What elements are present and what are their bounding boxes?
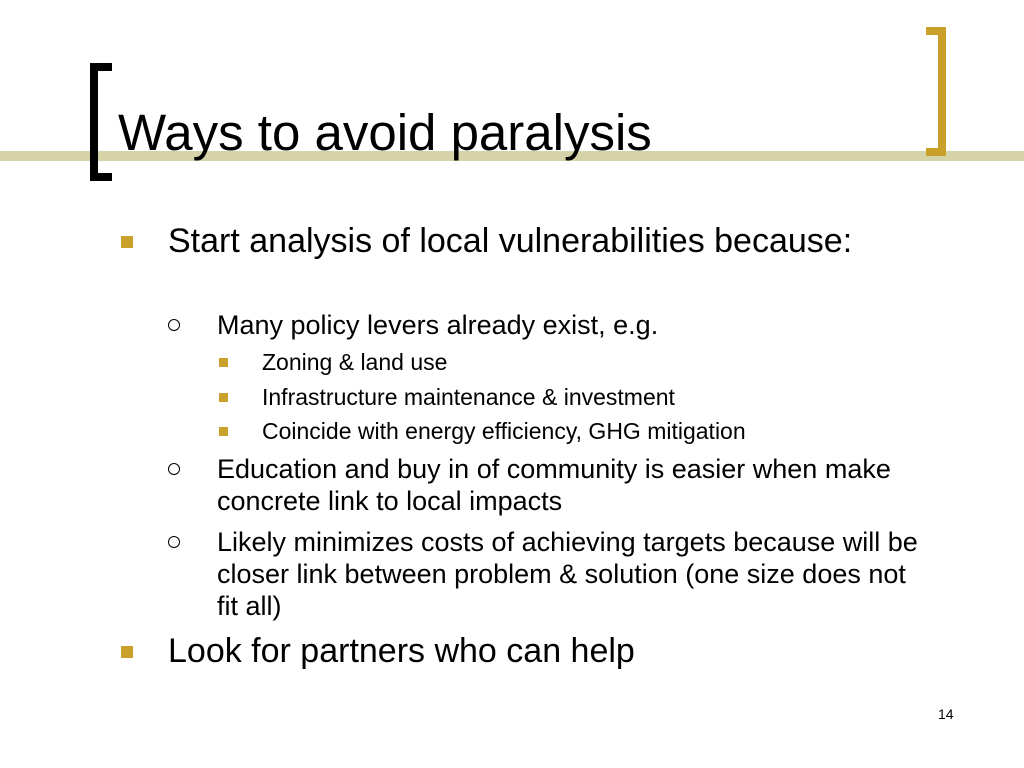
bullet-text: Start analysis of local vulnerabilities because:	[168, 222, 853, 260]
sub-bullet-item	[217, 309, 937, 341]
sub-sub-bullet-text: Coincide with energy efficiency, GHG mitigation	[262, 418, 746, 444]
square-bullet-icon	[219, 358, 228, 367]
sub-sub-bullet-item	[262, 345, 902, 379]
hollow-circle-bullet-icon	[168, 319, 180, 331]
sub-sub-bullet-text: Infrastructure maintenance & investment	[262, 384, 675, 410]
sub-sub-bullet-item	[262, 414, 902, 448]
sub-bullet-item	[217, 526, 922, 622]
square-bullet-icon	[121, 236, 133, 248]
square-bullet-icon	[219, 393, 228, 402]
bullet-item	[168, 222, 888, 260]
page-number: 14	[938, 706, 954, 722]
sub-bullet-text: Education and buy in of community is easier when make concrete link to local impacts	[217, 454, 891, 516]
hollow-circle-bullet-icon	[168, 536, 180, 548]
square-bullet-icon	[219, 427, 228, 436]
sub-bullet-text: Likely minimizes costs of achieving targets because will be closer link between problem & solution (one size does not fit all)	[217, 527, 918, 621]
sub-sub-bullet-text: Zoning & land use	[262, 349, 448, 375]
slide-title: Ways to avoid paralysis	[118, 104, 652, 161]
sub-bullet-item	[217, 453, 907, 517]
bullet-text: Look for partners who can help	[168, 632, 635, 670]
sub-sub-bullet-item	[262, 380, 902, 414]
sub-bullet-text: Many policy levers already exist, e.g.	[217, 310, 659, 340]
square-bullet-icon	[121, 646, 133, 658]
bullet-item	[168, 632, 888, 670]
hollow-circle-bullet-icon	[168, 463, 180, 475]
